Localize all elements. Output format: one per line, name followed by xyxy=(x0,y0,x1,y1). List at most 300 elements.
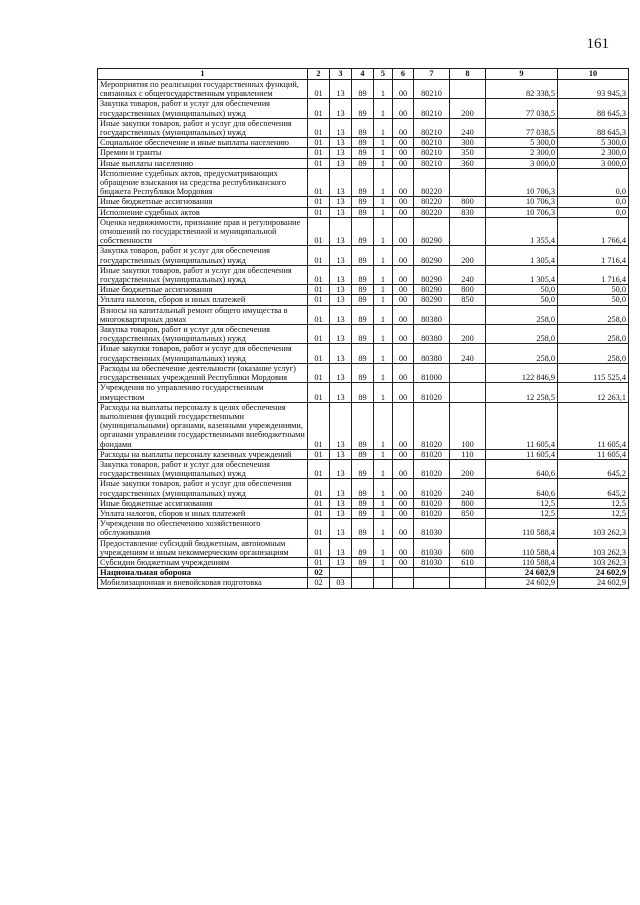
event-code-cell: 00 xyxy=(393,402,414,449)
row-name-cell: Исполнение судебных актов, предусматривающих обращение взыскания на средства республиканского бюджета Республики Мордовия xyxy=(98,168,308,197)
subprogram-code-cell: 1 xyxy=(374,538,393,557)
row-name-cell: Расходы на обеспечение деятельности (оказание услуг) государственных учреждений Республики Мордовия xyxy=(98,363,308,382)
amount-year1-cell: 11 605,4 xyxy=(486,449,558,459)
amount-year1-cell: 2 300,0 xyxy=(486,148,558,158)
amount-year1-cell: 24 602,9 xyxy=(486,568,558,578)
direction-code-cell xyxy=(414,568,450,578)
section-code-cell: 01 xyxy=(308,295,330,305)
expense-type-cell xyxy=(450,578,486,588)
event-code-cell: 00 xyxy=(393,383,414,402)
section-code-cell: 01 xyxy=(308,459,330,478)
subprogram-code-cell: 1 xyxy=(374,265,393,284)
amount-year1-cell: 11 605,4 xyxy=(486,402,558,449)
direction-code-cell: 80290 xyxy=(414,265,450,284)
subprogram-code-cell: 1 xyxy=(374,459,393,478)
program-code-cell: 89 xyxy=(352,207,374,217)
table-row xyxy=(98,295,629,305)
subprogram-code-cell: 1 xyxy=(374,305,393,324)
row-name-cell: Иные закупки товаров, работ и услуг для обеспечения государственных (муниципальных) нужд xyxy=(98,118,308,137)
amount-year1-cell: 122 846,9 xyxy=(486,363,558,382)
direction-code-cell: 80210 xyxy=(414,148,450,158)
event-code-cell: 00 xyxy=(393,363,414,382)
table-row xyxy=(98,197,629,207)
section-code-cell: 01 xyxy=(308,285,330,295)
table-row xyxy=(98,557,629,567)
amount-year1-cell: 10 706,3 xyxy=(486,197,558,207)
direction-code-cell: 80210 xyxy=(414,99,450,118)
program-code-cell: 89 xyxy=(352,197,374,207)
event-code-cell: 00 xyxy=(393,246,414,265)
row-name-cell: Национальная оборона xyxy=(98,568,308,578)
table-row xyxy=(98,498,629,508)
amount-year2-cell: 24 602,9 xyxy=(558,568,629,578)
subsection-code-cell: 13 xyxy=(330,158,352,168)
subsection-code-cell: 13 xyxy=(330,557,352,567)
section-code-cell: 01 xyxy=(308,519,330,538)
amount-year2-cell: 3 000,0 xyxy=(558,158,629,168)
direction-code-cell: 81020 xyxy=(414,402,450,449)
amount-year1-cell: 1 355,4 xyxy=(486,217,558,246)
section-code-cell: 01 xyxy=(308,217,330,246)
expense-type-cell: 240 xyxy=(450,479,486,498)
header-cell: 6 xyxy=(393,69,414,80)
direction-code-cell: 80210 xyxy=(414,138,450,148)
row-name-cell: Мероприятия по реализации государственных функций, связанных с общегосударственным управлением xyxy=(98,80,308,99)
subprogram-code-cell: 1 xyxy=(374,519,393,538)
direction-code-cell: 81020 xyxy=(414,479,450,498)
subprogram-code-cell: 1 xyxy=(374,344,393,363)
direction-code-cell: 81020 xyxy=(414,459,450,478)
subsection-code-cell: 03 xyxy=(330,578,352,588)
amount-year2-cell: 258,0 xyxy=(558,344,629,363)
direction-code-cell: 80290 xyxy=(414,295,450,305)
section-code-cell: 01 xyxy=(308,246,330,265)
amount-year1-cell: 258,0 xyxy=(486,305,558,324)
amount-year2-cell: 2 300,0 xyxy=(558,148,629,158)
row-name-cell: Учреждения по управлению государственным имуществом xyxy=(98,383,308,402)
row-name-cell: Иные бюджетные ассигнования xyxy=(98,285,308,295)
program-code-cell: 89 xyxy=(352,363,374,382)
event-code-cell: 00 xyxy=(393,479,414,498)
row-name-cell: Мобилизационная и вневойсковая подготовка xyxy=(98,578,308,588)
program-code-cell: 89 xyxy=(352,519,374,538)
direction-code-cell: 81020 xyxy=(414,383,450,402)
amount-year2-cell: 11 605,4 xyxy=(558,449,629,459)
section-code-cell: 01 xyxy=(308,325,330,344)
table-row xyxy=(98,148,629,158)
table-row xyxy=(98,363,629,382)
amount-year2-cell: 103 262,3 xyxy=(558,557,629,567)
subprogram-code-cell: 1 xyxy=(374,80,393,99)
direction-code-cell: 80210 xyxy=(414,118,450,137)
amount-year2-cell: 103 262,3 xyxy=(558,538,629,557)
table-row xyxy=(98,168,629,197)
program-code-cell: 89 xyxy=(352,295,374,305)
table-row xyxy=(98,459,629,478)
expense-type-cell: 200 xyxy=(450,99,486,118)
expense-type-cell: 610 xyxy=(450,557,486,567)
event-code-cell: 00 xyxy=(393,118,414,137)
table-row xyxy=(98,519,629,538)
page-number: 161 xyxy=(586,36,609,52)
amount-year1-cell: 82 338,5 xyxy=(486,80,558,99)
program-code-cell: 89 xyxy=(352,265,374,284)
program-code-cell: 89 xyxy=(352,557,374,567)
subprogram-code-cell: 1 xyxy=(374,383,393,402)
subsection-code-cell: 13 xyxy=(330,207,352,217)
row-name-cell: Иные бюджетные ассигнования xyxy=(98,498,308,508)
direction-code-cell: 80210 xyxy=(414,80,450,99)
table-row xyxy=(98,80,629,99)
section-code-cell: 01 xyxy=(308,508,330,518)
section-code-cell: 01 xyxy=(308,265,330,284)
table-row xyxy=(98,449,629,459)
table-row xyxy=(98,568,629,578)
amount-year2-cell: 24 602,9 xyxy=(558,578,629,588)
expense-type-cell: 800 xyxy=(450,285,486,295)
program-code-cell: 89 xyxy=(352,402,374,449)
table-row xyxy=(98,217,629,246)
expense-type-cell: 300 xyxy=(450,138,486,148)
subsection-code-cell: 13 xyxy=(330,538,352,557)
event-code-cell: 00 xyxy=(393,197,414,207)
section-code-cell: 01 xyxy=(308,363,330,382)
table-row xyxy=(98,538,629,557)
table-row xyxy=(98,158,629,168)
row-name-cell: Расходы на выплаты персоналу в целях обеспечения выполнения функций государственными (муниципальными) органами, казенными учреждениями, органами управления государственными внебюджетными фондами xyxy=(98,402,308,449)
section-code-cell: 01 xyxy=(308,344,330,363)
expense-type-cell xyxy=(450,80,486,99)
amount-year1-cell: 110 588,4 xyxy=(486,538,558,557)
direction-code-cell: 81000 xyxy=(414,363,450,382)
header-cell: 10 xyxy=(558,69,629,80)
section-code-cell: 02 xyxy=(308,578,330,588)
expense-type-cell: 360 xyxy=(450,158,486,168)
amount-year2-cell: 0,0 xyxy=(558,197,629,207)
event-code-cell: 00 xyxy=(393,557,414,567)
section-code-cell: 01 xyxy=(308,138,330,148)
program-code-cell: 89 xyxy=(352,459,374,478)
subsection-code-cell: 13 xyxy=(330,246,352,265)
subsection-code-cell: 13 xyxy=(330,265,352,284)
event-code-cell: 00 xyxy=(393,305,414,324)
direction-code-cell: 80290 xyxy=(414,246,450,265)
direction-code-cell: 80220 xyxy=(414,168,450,197)
table-row xyxy=(98,265,629,284)
event-code-cell: 00 xyxy=(393,498,414,508)
table-row xyxy=(98,246,629,265)
row-name-cell: Учреждения по обеспечению хозяйственного обслуживания xyxy=(98,519,308,538)
subprogram-code-cell: 1 xyxy=(374,217,393,246)
event-code-cell: 00 xyxy=(393,295,414,305)
row-name-cell: Закупка товаров, работ и услуг для обеспечения государственных (муниципальных) нужд xyxy=(98,459,308,478)
event-code-cell xyxy=(393,568,414,578)
row-name-cell: Иные бюджетные ассигнования xyxy=(98,197,308,207)
amount-year2-cell: 12 263,1 xyxy=(558,383,629,402)
direction-code-cell xyxy=(414,578,450,588)
row-name-cell: Расходы на выплаты персоналу казенных учреждений xyxy=(98,449,308,459)
row-name-cell: Закупка товаров, работ и услуг для обеспечения государственных (муниципальных) нужд xyxy=(98,99,308,118)
header-cell: 2 xyxy=(308,69,330,80)
program-code-cell: 89 xyxy=(352,344,374,363)
section-code-cell: 01 xyxy=(308,383,330,402)
budget-table xyxy=(97,68,629,589)
amount-year2-cell: 1 716,4 xyxy=(558,246,629,265)
direction-code-cell: 81020 xyxy=(414,508,450,518)
event-code-cell: 00 xyxy=(393,158,414,168)
budget-table-container xyxy=(97,68,628,589)
subprogram-code-cell: 1 xyxy=(374,325,393,344)
expense-type-cell: 850 xyxy=(450,508,486,518)
direction-code-cell: 80380 xyxy=(414,325,450,344)
section-code-cell: 01 xyxy=(308,99,330,118)
subsection-code-cell: 13 xyxy=(330,508,352,518)
table-row xyxy=(98,99,629,118)
expense-type-cell: 240 xyxy=(450,118,486,137)
subsection-code-cell: 13 xyxy=(330,295,352,305)
row-name-cell: Исполнение судебных актов xyxy=(98,207,308,217)
row-name-cell: Социальное обеспечение и иные выплаты населению xyxy=(98,138,308,148)
program-code-cell: 89 xyxy=(352,246,374,265)
amount-year1-cell: 258,0 xyxy=(486,344,558,363)
expense-type-cell: 830 xyxy=(450,207,486,217)
expense-type-cell: 100 xyxy=(450,402,486,449)
direction-code-cell: 80380 xyxy=(414,305,450,324)
table-row xyxy=(98,138,629,148)
direction-code-cell: 80220 xyxy=(414,197,450,207)
section-code-cell: 01 xyxy=(308,498,330,508)
subprogram-code-cell: 1 xyxy=(374,449,393,459)
row-name-cell: Иные закупки товаров, работ и услуг для обеспечения государственных (муниципальных) нужд xyxy=(98,265,308,284)
section-code-cell: 01 xyxy=(308,118,330,137)
expense-type-cell xyxy=(450,217,486,246)
event-code-cell: 00 xyxy=(393,519,414,538)
amount-year1-cell: 12,5 xyxy=(486,498,558,508)
row-name-cell: Закупка товаров, работ и услуг для обеспечения государственных (муниципальных) нужд xyxy=(98,246,308,265)
expense-type-cell: 850 xyxy=(450,295,486,305)
amount-year1-cell: 24 602,9 xyxy=(486,578,558,588)
amount-year1-cell: 10 706,3 xyxy=(486,207,558,217)
program-code-cell: 89 xyxy=(352,168,374,197)
direction-code-cell: 81030 xyxy=(414,557,450,567)
amount-year1-cell: 110 588,4 xyxy=(486,557,558,567)
section-code-cell: 01 xyxy=(308,479,330,498)
subprogram-code-cell: 1 xyxy=(374,168,393,197)
event-code-cell: 00 xyxy=(393,80,414,99)
amount-year2-cell: 50,0 xyxy=(558,295,629,305)
expense-type-cell: 200 xyxy=(450,325,486,344)
table-row xyxy=(98,325,629,344)
header-cell: 3 xyxy=(330,69,352,80)
amount-year2-cell: 115 525,4 xyxy=(558,363,629,382)
program-code-cell: 89 xyxy=(352,138,374,148)
amount-year2-cell: 11 605,4 xyxy=(558,402,629,449)
subsection-code-cell: 13 xyxy=(330,325,352,344)
amount-year2-cell: 12,5 xyxy=(558,498,629,508)
amount-year2-cell: 88 645,3 xyxy=(558,118,629,137)
table-row xyxy=(98,578,629,588)
program-code-cell: 89 xyxy=(352,285,374,295)
direction-code-cell: 80220 xyxy=(414,207,450,217)
program-code-cell: 89 xyxy=(352,538,374,557)
subsection-code-cell: 13 xyxy=(330,305,352,324)
section-code-cell: 01 xyxy=(308,449,330,459)
expense-type-cell xyxy=(450,168,486,197)
subsection-code-cell: 13 xyxy=(330,459,352,478)
amount-year1-cell: 12,5 xyxy=(486,508,558,518)
subsection-code-cell: 13 xyxy=(330,217,352,246)
table-row xyxy=(98,383,629,402)
section-code-cell: 01 xyxy=(308,148,330,158)
program-code-cell: 89 xyxy=(352,148,374,158)
event-code-cell: 00 xyxy=(393,508,414,518)
table-row xyxy=(98,402,629,449)
event-code-cell: 00 xyxy=(393,207,414,217)
subprogram-code-cell xyxy=(374,578,393,588)
section-code-cell: 01 xyxy=(308,538,330,557)
expense-type-cell xyxy=(450,568,486,578)
direction-code-cell: 81020 xyxy=(414,498,450,508)
amount-year1-cell: 1 305,4 xyxy=(486,265,558,284)
subsection-code-cell: 13 xyxy=(330,197,352,207)
expense-type-cell xyxy=(450,519,486,538)
section-code-cell: 01 xyxy=(308,158,330,168)
row-name-cell: Уплата налогов, сборов и иных платежей xyxy=(98,508,308,518)
subprogram-code-cell: 1 xyxy=(374,207,393,217)
header-cell: 4 xyxy=(352,69,374,80)
direction-code-cell: 81030 xyxy=(414,538,450,557)
table-row xyxy=(98,479,629,498)
expense-type-cell: 600 xyxy=(450,538,486,557)
event-code-cell: 00 xyxy=(393,217,414,246)
amount-year2-cell: 12,5 xyxy=(558,508,629,518)
amount-year2-cell: 50,0 xyxy=(558,285,629,295)
program-code-cell: 89 xyxy=(352,305,374,324)
subsection-code-cell: 13 xyxy=(330,402,352,449)
amount-year2-cell: 645,2 xyxy=(558,459,629,478)
amount-year1-cell: 77 038,5 xyxy=(486,99,558,118)
section-code-cell: 01 xyxy=(308,168,330,197)
expense-type-cell: 200 xyxy=(450,246,486,265)
subprogram-code-cell: 1 xyxy=(374,363,393,382)
table-body xyxy=(98,80,629,589)
header-cell: 9 xyxy=(486,69,558,80)
section-code-cell: 01 xyxy=(308,207,330,217)
subprogram-code-cell: 1 xyxy=(374,138,393,148)
direction-code-cell: 80290 xyxy=(414,217,450,246)
subsection-code-cell xyxy=(330,568,352,578)
event-code-cell: 00 xyxy=(393,325,414,344)
subprogram-code-cell: 1 xyxy=(374,508,393,518)
amount-year2-cell: 1 766,4 xyxy=(558,217,629,246)
amount-year2-cell: 0,0 xyxy=(558,207,629,217)
program-code-cell: 89 xyxy=(352,325,374,344)
program-code-cell: 89 xyxy=(352,508,374,518)
expense-type-cell: 200 xyxy=(450,459,486,478)
subprogram-code-cell xyxy=(374,568,393,578)
subprogram-code-cell: 1 xyxy=(374,479,393,498)
amount-year2-cell: 5 300,0 xyxy=(558,138,629,148)
subsection-code-cell: 13 xyxy=(330,479,352,498)
subsection-code-cell: 13 xyxy=(330,80,352,99)
event-code-cell: 00 xyxy=(393,285,414,295)
program-code-cell: 89 xyxy=(352,118,374,137)
table-row xyxy=(98,118,629,137)
amount-year2-cell: 258,0 xyxy=(558,305,629,324)
direction-code-cell: 81030 xyxy=(414,519,450,538)
expense-type-cell xyxy=(450,305,486,324)
row-name-cell: Иные закупки товаров, работ и услуг для обеспечения государственных (муниципальных) нужд xyxy=(98,479,308,498)
amount-year1-cell: 258,0 xyxy=(486,325,558,344)
event-code-cell: 00 xyxy=(393,265,414,284)
amount-year2-cell: 0,0 xyxy=(558,168,629,197)
amount-year2-cell: 258,0 xyxy=(558,325,629,344)
direction-code-cell: 80210 xyxy=(414,158,450,168)
row-name-cell: Субсидии бюджетным учреждениям xyxy=(98,557,308,567)
table-row xyxy=(98,207,629,217)
header-row xyxy=(98,69,629,80)
subprogram-code-cell: 1 xyxy=(374,498,393,508)
program-code-cell: 89 xyxy=(352,99,374,118)
table-row xyxy=(98,344,629,363)
amount-year1-cell: 640,6 xyxy=(486,479,558,498)
amount-year1-cell: 110 588,4 xyxy=(486,519,558,538)
subsection-code-cell: 13 xyxy=(330,118,352,137)
event-code-cell: 00 xyxy=(393,138,414,148)
subprogram-code-cell: 1 xyxy=(374,148,393,158)
amount-year2-cell: 1 716,4 xyxy=(558,265,629,284)
event-code-cell: 00 xyxy=(393,99,414,118)
subprogram-code-cell: 1 xyxy=(374,557,393,567)
event-code-cell: 00 xyxy=(393,168,414,197)
header-cell: 5 xyxy=(374,69,393,80)
subprogram-code-cell: 1 xyxy=(374,295,393,305)
subsection-code-cell: 13 xyxy=(330,498,352,508)
event-code-cell: 00 xyxy=(393,459,414,478)
program-code-cell: 89 xyxy=(352,217,374,246)
amount-year1-cell: 5 300,0 xyxy=(486,138,558,148)
header-cell: 7 xyxy=(414,69,450,80)
row-name-cell: Уплата налогов, сборов и иных платежей xyxy=(98,295,308,305)
program-code-cell: 89 xyxy=(352,479,374,498)
subprogram-code-cell: 1 xyxy=(374,197,393,207)
row-name-cell: Премии и гранты xyxy=(98,148,308,158)
program-code-cell xyxy=(352,578,374,588)
table-row xyxy=(98,305,629,324)
expense-type-cell: 240 xyxy=(450,344,486,363)
row-name-cell: Предоставление субсидий бюджетным, автономным учреждениям и иным некоммерческим организациям xyxy=(98,538,308,557)
expense-type-cell: 110 xyxy=(450,449,486,459)
subsection-code-cell: 13 xyxy=(330,138,352,148)
subprogram-code-cell: 1 xyxy=(374,402,393,449)
direction-code-cell: 81020 xyxy=(414,449,450,459)
amount-year1-cell: 50,0 xyxy=(486,295,558,305)
subprogram-code-cell: 1 xyxy=(374,285,393,295)
subsection-code-cell: 13 xyxy=(330,344,352,363)
row-name-cell: Иные закупки товаров, работ и услуг для обеспечения государственных (муниципальных) нужд xyxy=(98,344,308,363)
row-name-cell: Взносы на капитальный ремонт общего имущества в многоквартирных домах xyxy=(98,305,308,324)
amount-year1-cell: 10 706,3 xyxy=(486,168,558,197)
program-code-cell xyxy=(352,568,374,578)
event-code-cell: 00 xyxy=(393,449,414,459)
direction-code-cell: 80290 xyxy=(414,285,450,295)
amount-year2-cell: 103 262,3 xyxy=(558,519,629,538)
program-code-cell: 89 xyxy=(352,449,374,459)
amount-year1-cell: 12 258,5 xyxy=(486,383,558,402)
program-code-cell: 89 xyxy=(352,498,374,508)
subsection-code-cell: 13 xyxy=(330,285,352,295)
event-code-cell xyxy=(393,578,414,588)
